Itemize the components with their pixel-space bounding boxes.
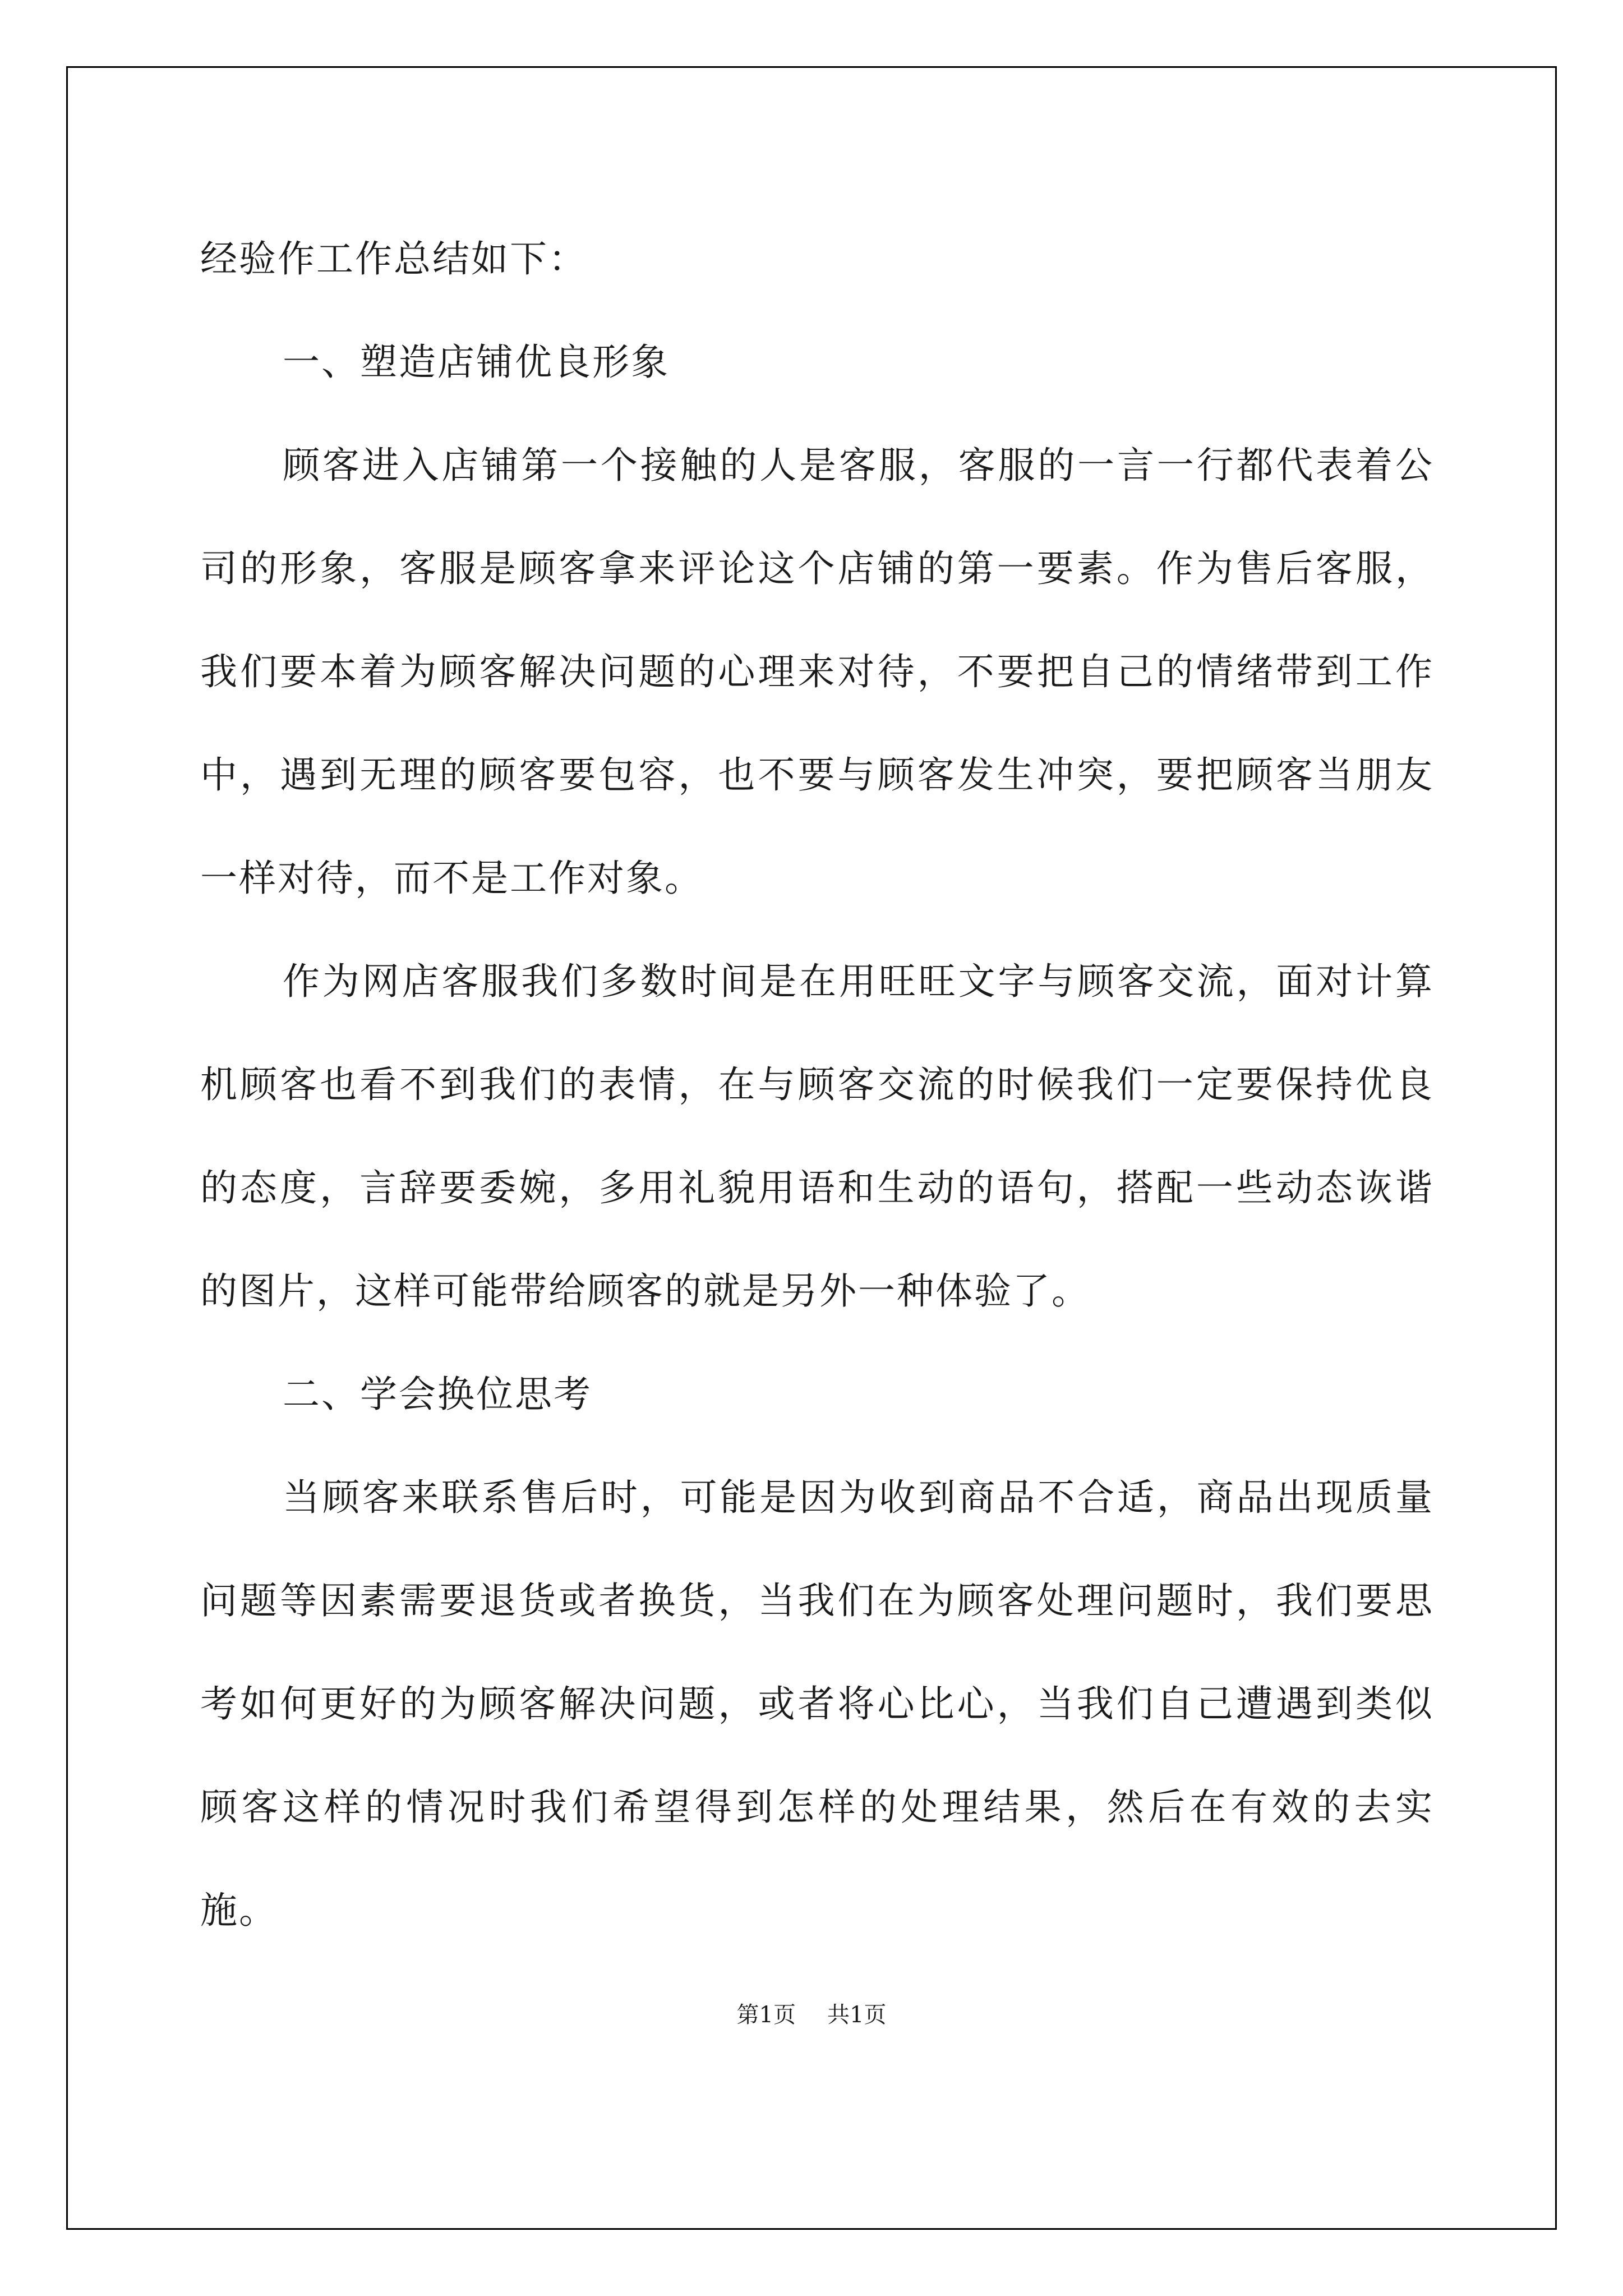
paragraph-3: 当顾客来联系售后时，可能是因为收到商品不合适，商品出现质量问题等因素需要退货或者换货，当我们在为顾客处理问题时，我们要思考如何更好的为顾客解决问题，或者将心比心，当我们自己遭遇到类似顾客这样的情况时我们希望得到怎样的处理结果，然后在有效的去实施。 <box>200 1476 1434 1932</box>
document-body <box>200 208 1434 1962</box>
paragraph-intro: 经验作工作总结如下： <box>200 237 587 280</box>
page-footer <box>0 1997 1623 2029</box>
section-heading-2: 二、学会换位思考 <box>283 1373 592 1416</box>
section-heading-1: 一、塑造店铺优良形象 <box>283 341 670 384</box>
page-number-total: 共1页 <box>827 2002 887 2028</box>
page-number-current: 第1页 <box>736 2002 796 2028</box>
paragraph-2: 作为网店客服我们多数时间是在用旺旺文字与顾客交流，面对计算机顾客也看不到我们的表情，在与顾客交流的时候我们一定要保持优良的态度，言辞要委婉，多用礼貌用语和生动的语句，搭配一些动态诙谐的图片，这样可能带给顾客的就是另外一种体验了。 <box>200 960 1434 1313</box>
paragraph-1: 顾客进入店铺第一个接触的人是客服，客服的一言一行都代表着公司的形象，客服是顾客拿来评论这个店铺的第一要素。作为售后客服，我们要本着为顾客解决问题的心理来对待，不要把自己的情绪带到工作中，遇到无理的顾客要包容，也不要与顾客发生冲突，要把顾客当朋友一样对待，而不是工作对象。 <box>200 444 1434 900</box>
